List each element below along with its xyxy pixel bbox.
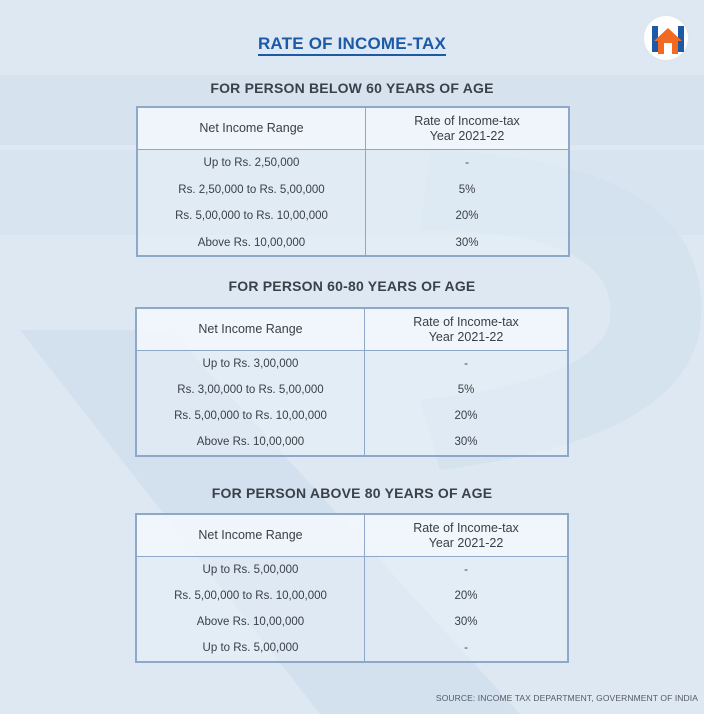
header-rate-line2: Year 2021-22 <box>428 329 504 344</box>
header-net-income-range: Net Income Range <box>137 309 365 350</box>
table-row <box>138 203 568 230</box>
table-row <box>138 230 568 257</box>
cell-range: Rs. 2,50,000 to Rs. 5,00,000 <box>138 177 366 204</box>
cell-range: Above Rs. 10,00,000 <box>138 230 366 257</box>
table-row <box>137 403 567 429</box>
table-row <box>137 635 567 661</box>
cell-rate: - <box>464 358 468 370</box>
cell-range: Above Rs. 10,00,000 <box>137 429 365 455</box>
section-heading-60-80: FOR PERSON 60-80 YEARS OF AGE <box>228 278 476 294</box>
header-rate-line1: Rate of Income-tax <box>414 113 520 128</box>
cell-rate: - <box>464 564 468 576</box>
cell-range: Rs. 5,00,000 to Rs. 10,00,000 <box>137 403 365 429</box>
cell-rate: 30% <box>454 616 478 628</box>
header-rate-line1: Rate of Income-tax <box>413 314 519 329</box>
tax-table-below-60 <box>136 106 570 257</box>
cell-rate: 30% <box>455 236 479 249</box>
table-row <box>137 377 567 403</box>
table-row <box>137 557 567 583</box>
cell-rate: 30% <box>454 436 478 448</box>
cell-rate: 20% <box>454 590 478 602</box>
cell-range: Rs. 5,00,000 to Rs. 10,00,000 <box>137 583 365 609</box>
header-net-income-range: Net Income Range <box>138 108 366 149</box>
table-row <box>137 429 567 455</box>
cell-rate: 5% <box>457 384 475 396</box>
table-header <box>137 309 567 351</box>
cell-range: Up to Rs. 5,00,000 <box>137 635 365 661</box>
table-row <box>138 177 568 204</box>
table-row <box>137 609 567 635</box>
page-title: RATE OF INCOME-TAX <box>258 34 446 56</box>
header-rate <box>365 309 567 350</box>
header-rate <box>365 515 567 556</box>
cell-range: Rs. 5,00,000 to Rs. 10,00,000 <box>138 203 366 230</box>
cell-range: Rs. 3,00,000 to Rs. 5,00,000 <box>137 377 365 403</box>
cell-rate: 20% <box>455 210 479 223</box>
page-title-wrap <box>0 34 704 54</box>
table-row <box>137 351 567 377</box>
header-rate <box>366 108 568 149</box>
header-rate-line2: Year 2021-22 <box>429 128 505 143</box>
cell-range: Above Rs. 10,00,000 <box>137 609 365 635</box>
cell-rate: 5% <box>458 183 476 196</box>
table-header <box>138 108 568 150</box>
header-net-income-range: Net Income Range <box>137 515 365 556</box>
cell-rate: 20% <box>454 410 478 422</box>
tax-table-above-80 <box>135 513 569 663</box>
cell-range: Up to Rs. 3,00,000 <box>137 351 365 377</box>
section-heading-above-80: FOR PERSON ABOVE 80 YEARS OF AGE <box>211 485 493 501</box>
table-row <box>137 583 567 609</box>
cell-range: Up to Rs. 2,50,000 <box>138 150 366 177</box>
table-header <box>137 515 567 557</box>
section-heading-below-60: FOR PERSON BELOW 60 YEARS OF AGE <box>210 80 494 96</box>
source-note: SOURCE: INCOME TAX DEPARTMENT, GOVERNMENT OF INDIA <box>435 693 698 703</box>
header-rate-line1: Rate of Income-tax <box>413 520 519 535</box>
tax-table-60-80 <box>135 307 569 457</box>
table-row <box>138 150 568 177</box>
cell-rate: - <box>465 157 469 170</box>
cell-rate: - <box>464 642 468 654</box>
cell-range: Up to Rs. 5,00,000 <box>137 557 365 583</box>
header-rate-line2: Year 2021-22 <box>428 535 504 550</box>
